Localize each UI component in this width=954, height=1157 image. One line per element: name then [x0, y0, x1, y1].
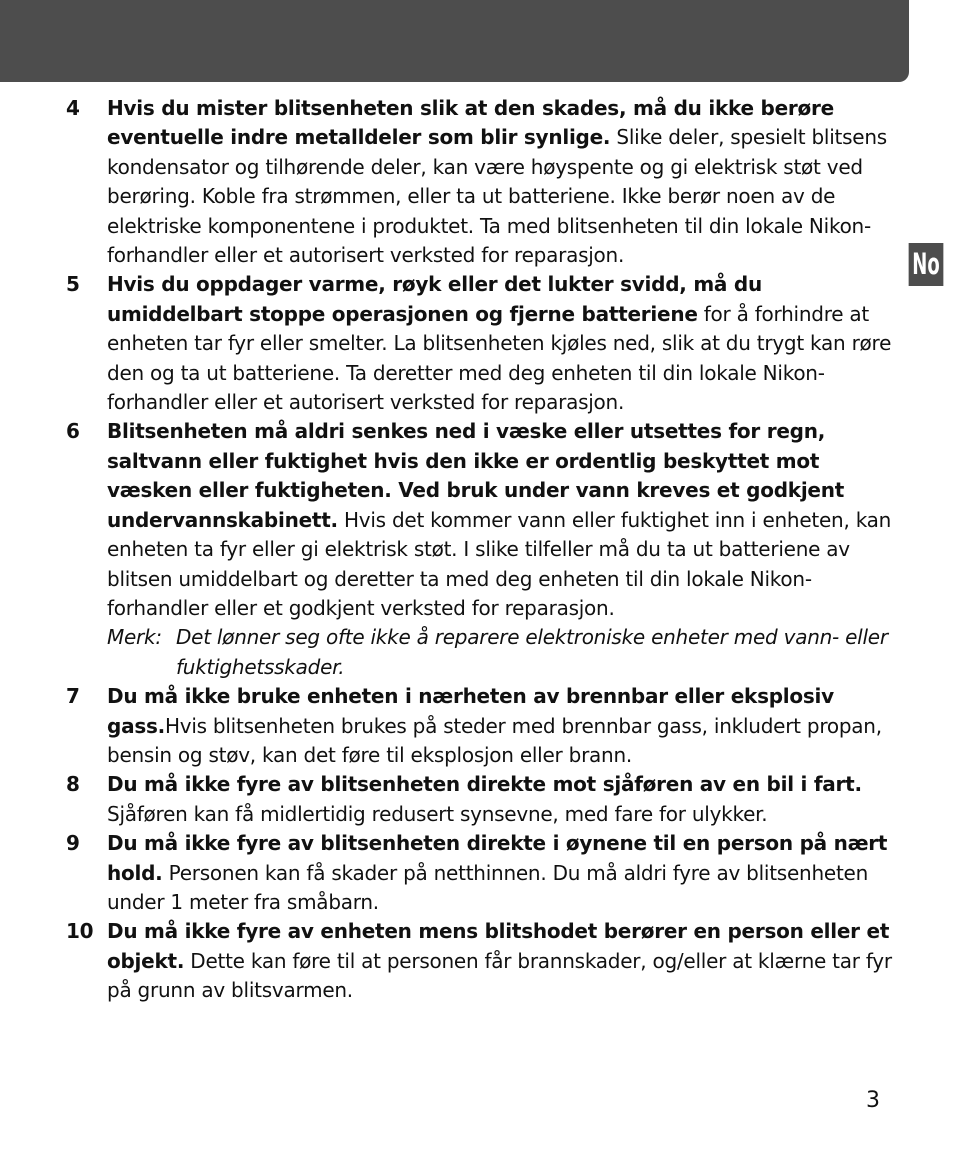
item-number: 8 — [66, 772, 80, 797]
item-text: Sjåføren kan få midlertidig redusert synsevne, med fare for ulykker. — [107, 801, 768, 826]
item-text: Hvis det kommer vann eller fuktighet inn i enheten, kan enheten ta fyr eller gi elektrisk støt. I slike tilfeller må du ta ut batteriene av blitsen umiddelbart og deretter ta med deg enheten til din lokale Nikon-forhandler eller et godkjent verksted for reparasjon. — [107, 507, 892, 620]
item-number: 10 — [66, 919, 94, 944]
item-body — [107, 270, 896, 417]
item-number: 5 — [66, 272, 80, 297]
item-text: Slike deler, spesielt blitsens kondensator og tilhørende deler, kan være høyspente og gi elektrisk støt ved berøring. Koble fra strømmen, eller ta ut batteriene. Ikke berør noen av de elektriske komponentene i produktet. Ta med blitsenheten til din lokale Nikon-forhandler eller et autorisert verksted for reparasjon. — [107, 125, 887, 268]
item-number: 4 — [66, 96, 80, 120]
item-text: for å forhindre at enheten tar fyr eller smelter. La blitsenheten kjøles ned, slik at du trygt kan røre den og ta ut batteriene. Ta deretter med deg enheten til din lokale Nikon-forhandler eller et autorisert verksted for reparasjon. — [107, 301, 892, 415]
header-bar — [0, 0, 909, 82]
list-item — [66, 682, 896, 770]
item-text: Dette kan føre til at personen får brannskader, og/eller at klærne tar fyr på grunn av blitsvarmen. — [107, 948, 892, 1003]
list-item — [66, 829, 896, 917]
list-item — [66, 270, 896, 417]
item-number: 6 — [66, 419, 80, 444]
item-body — [107, 829, 896, 917]
item-lead: Blitsenheten må aldri senkes ned i væske eller utsettes for regn, saltvann eller fuktighet hvis den ikke er ordentlig beskyttet mot væsken eller fuktigheten. Ved bruk under vann kreves et godkjent undervannskabinett. — [107, 419, 845, 532]
item-number: 7 — [66, 684, 80, 709]
item-lead: Hvis du oppdager varme, røyk eller det lukter svidd, må du umiddelbart stoppe operasjonen og fjerne batteriene — [107, 272, 762, 326]
item-lead: Du må ikke bruke enheten i nærheten av brennbar eller eksplosiv gass. — [107, 684, 834, 738]
item-lead: Du må ikke fyre av blitsenheten direkte mot sjåføren av en bil i fart. — [107, 772, 862, 797]
item-body — [107, 917, 896, 1005]
list-item — [66, 417, 896, 682]
item-body — [107, 682, 896, 770]
safety-list — [66, 94, 896, 1006]
note-text: Det lønner seg ofte ikke å reparere elektroniske enheter med vann- eller fuktighetsskader. — [176, 625, 888, 679]
item-body — [107, 417, 896, 682]
item-lead: Du må ikke fyre av enheten mens blitshodet berører en person eller et objekt. — [107, 919, 890, 973]
list-item — [66, 770, 896, 829]
page-number: 3 — [866, 1088, 880, 1113]
language-tab: No — [909, 243, 944, 286]
item-lead: Du må ikke fyre av blitsenheten direkte i øynene til en person på nært hold. — [107, 831, 888, 885]
item-text: Personen kan få skader på netthinnen. Du må aldri fyre av blitsenheten under 1 meter fra småbarn. — [107, 860, 869, 914]
item-number: 9 — [66, 831, 80, 856]
note — [107, 623, 896, 682]
list-item — [66, 94, 896, 270]
list-item — [66, 917, 896, 1005]
item-lead: Hvis du mister blitsenheten slik at den skades, må du ikke berøre eventuelle indre metalldeler som blir synlige. — [107, 96, 834, 150]
note-label: Merk: — [107, 625, 162, 650]
item-text: Hvis blitsenheten brukes på steder med brennbar gass, inkludert propan, bensin og støv, kan det føre til eksplosjon eller brann. — [107, 713, 882, 767]
item-body — [107, 770, 896, 829]
item-body — [107, 94, 896, 270]
